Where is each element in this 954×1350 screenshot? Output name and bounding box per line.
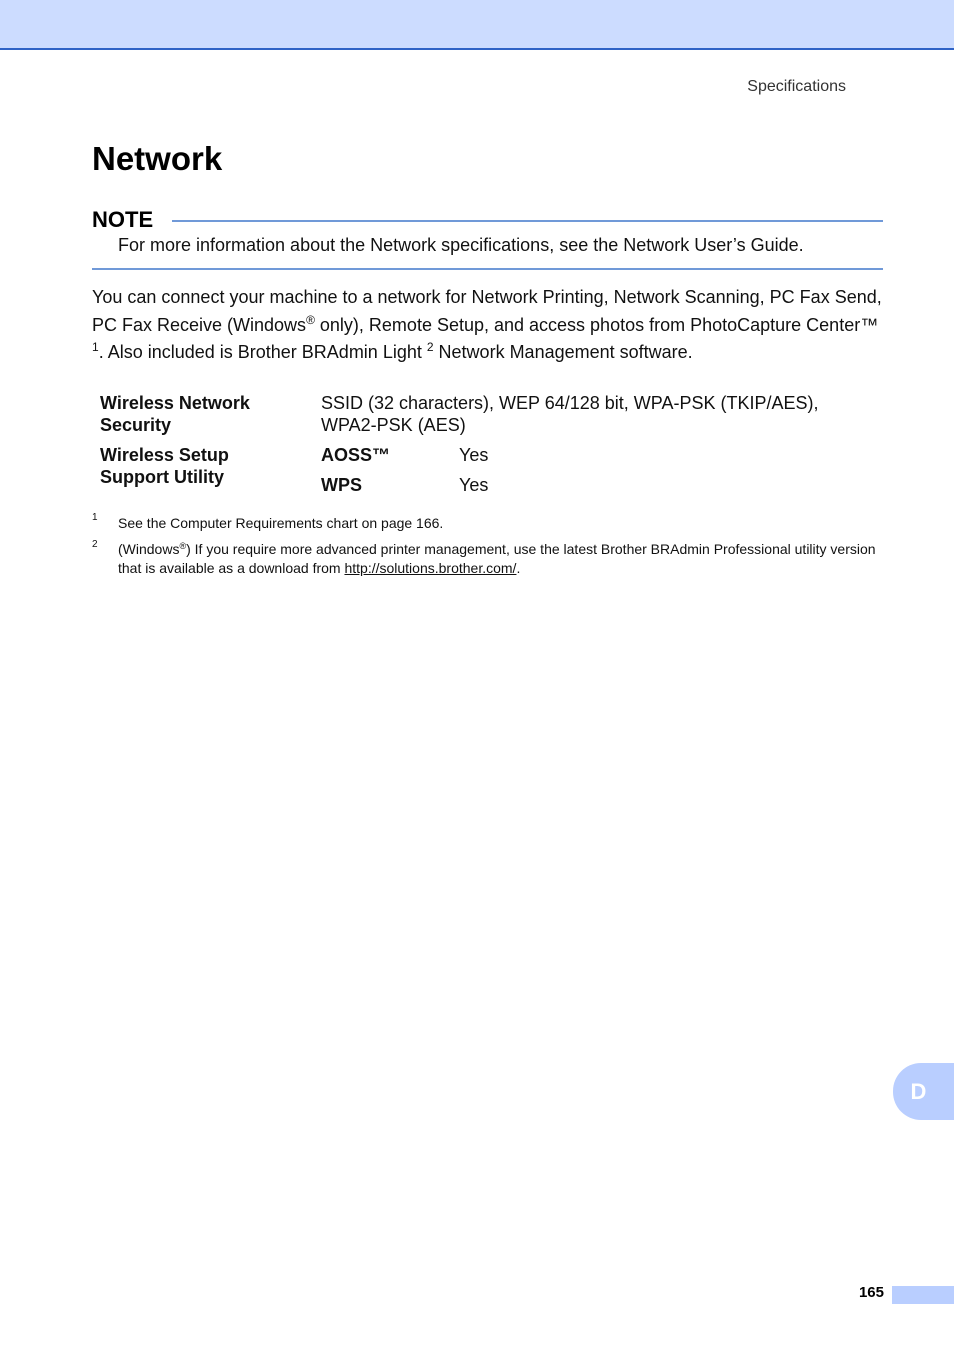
- spec-sublabel-aoss: AOSS™: [321, 445, 391, 465]
- spec-label-wireless-setup: Wireless Setup Support Utility: [100, 445, 229, 487]
- footnote-2: [118, 540, 888, 578]
- intro-text-1: You can connect your machine to a network for Network Printing, Network Scanning, PC Fax Send, PC Fax Receive (Windows: [92, 287, 882, 335]
- intro-text-4: Network Management software.: [433, 342, 693, 362]
- note-text: For more information about the Network specifications, see the Network User’s Guide.: [118, 235, 804, 255]
- spec-value-wps: Yes: [459, 475, 489, 495]
- header-band: [0, 0, 954, 50]
- page-number-bar: [892, 1286, 954, 1304]
- footnote-ref-2[interactable]: 2: [426, 340, 434, 354]
- chapter-tab: D: [893, 1063, 954, 1120]
- page-title: Network: [92, 140, 223, 177]
- registered-mark: ®: [306, 312, 315, 327]
- footnote-2-pre: (Windows: [118, 541, 180, 557]
- intro-text-2: only), Remote Setup, and access photos from PhotoCapture Center™: [314, 314, 879, 335]
- intro-paragraph: [92, 284, 887, 367]
- spec-value-wireless-security: SSID (32 characters), WEP 64/128 bit, WPA-PSK (TKIP/AES), WPA2-PSK (AES): [321, 393, 819, 435]
- spec-value-aoss: Yes: [459, 445, 489, 465]
- footnote-2-registered-mark: ®: [179, 541, 187, 551]
- note-heading: NOTE: [92, 207, 154, 232]
- footnote-1: See the Computer Requirements chart on page 166.: [118, 515, 444, 531]
- footnote-mark-2: 2: [92, 539, 98, 550]
- page-number: 165: [858, 1284, 884, 1301]
- intro-text-3: . Also included is Brother BRAdmin Light: [98, 342, 427, 362]
- running-header: Specifications: [747, 78, 846, 95]
- brother-solutions-link[interactable]: http://solutions.brother.com/: [344, 560, 517, 576]
- spec-label-wireless-security: Wireless Network Security: [100, 393, 250, 435]
- note-rule-top: [172, 220, 883, 222]
- footnote-mark-1: 1: [92, 512, 98, 523]
- footnote-ref-1[interactable]: 1: [92, 340, 99, 354]
- footnote-2-text: ) If you require more advanced printer management, use the latest Brother BRAdmin Professional utility version that is available as a download from: [118, 541, 876, 576]
- spec-sublabel-wps: WPS: [321, 475, 363, 495]
- footnote-2-post: .: [516, 560, 521, 576]
- note-rule-bottom: [92, 268, 883, 270]
